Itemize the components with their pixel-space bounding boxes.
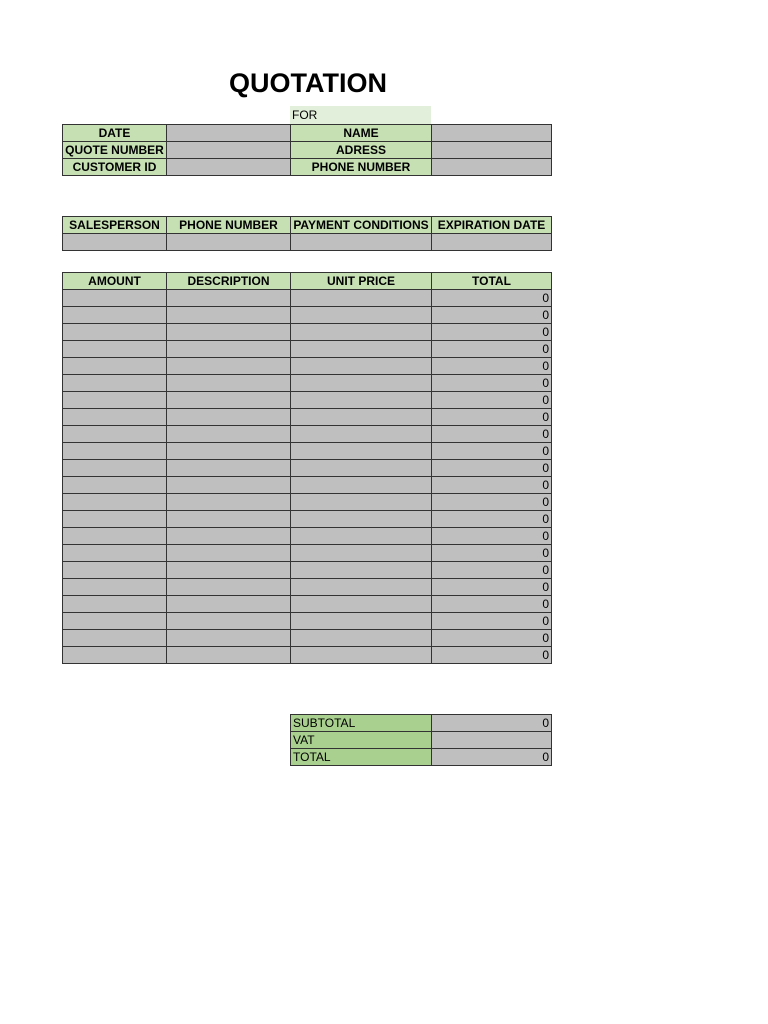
unit-price-cell[interactable]: [291, 596, 432, 613]
description-cell[interactable]: [167, 409, 291, 426]
amount-cell[interactable]: [63, 647, 167, 664]
description-cell[interactable]: [167, 375, 291, 392]
name-field[interactable]: [432, 125, 552, 142]
quote-number-field[interactable]: [167, 142, 291, 159]
unit-price-cell[interactable]: [291, 494, 432, 511]
customer-id-field[interactable]: [167, 159, 291, 176]
unit-price-cell[interactable]: [291, 511, 432, 528]
description-cell[interactable]: [167, 647, 291, 664]
total-cell: 0: [432, 528, 552, 545]
unit-price-cell[interactable]: [291, 375, 432, 392]
quote-number-label: QUOTE NUMBER: [63, 142, 167, 159]
amount-cell[interactable]: [63, 477, 167, 494]
total-cell: 0: [432, 324, 552, 341]
totals-table: [290, 714, 552, 766]
date-label: DATE: [63, 125, 167, 142]
total-value: 0: [432, 749, 552, 766]
total-cell: 0: [432, 426, 552, 443]
amount-cell[interactable]: [63, 579, 167, 596]
customer-info-table: [62, 124, 552, 176]
total-cell: 0: [432, 392, 552, 409]
table-row: [63, 579, 552, 596]
phone-number-field[interactable]: [432, 159, 552, 176]
total-cell: 0: [432, 358, 552, 375]
amount-cell[interactable]: [63, 358, 167, 375]
date-field[interactable]: [167, 125, 291, 142]
total-cell: 0: [432, 290, 552, 307]
total-cell: 0: [432, 511, 552, 528]
unit-price-cell[interactable]: [291, 341, 432, 358]
unit-price-cell[interactable]: [291, 477, 432, 494]
subtotal-value: 0: [432, 715, 552, 732]
description-cell[interactable]: [167, 630, 291, 647]
table-row: [63, 477, 552, 494]
table-row: [63, 341, 552, 358]
unit-price-cell[interactable]: [291, 392, 432, 409]
vat-label: VAT: [291, 732, 432, 749]
customer-id-label: CUSTOMER ID: [63, 159, 167, 176]
description-cell[interactable]: [167, 579, 291, 596]
unit-price-header: UNIT PRICE: [291, 273, 432, 290]
description-cell[interactable]: [167, 613, 291, 630]
unit-price-cell[interactable]: [291, 579, 432, 596]
expiration-date-field[interactable]: [432, 234, 552, 251]
table-row: [63, 307, 552, 324]
total-cell: 0: [432, 579, 552, 596]
amount-cell[interactable]: [63, 613, 167, 630]
amount-cell[interactable]: [63, 460, 167, 477]
total-cell: 0: [432, 613, 552, 630]
total-cell: 0: [432, 545, 552, 562]
description-cell[interactable]: [167, 511, 291, 528]
total-cell: 0: [432, 443, 552, 460]
table-row: [63, 647, 552, 664]
total-cell: 0: [432, 307, 552, 324]
page-title: QUOTATION: [229, 68, 387, 98]
payment-conditions-field[interactable]: [291, 234, 432, 251]
salesperson-field[interactable]: [63, 234, 167, 251]
unit-price-cell[interactable]: [291, 324, 432, 341]
unit-price-cell[interactable]: [291, 647, 432, 664]
total-header: TOTAL: [432, 273, 552, 290]
total-cell: 0: [432, 341, 552, 358]
name-label: NAME: [291, 125, 432, 142]
table-row: [63, 375, 552, 392]
amount-cell[interactable]: [63, 528, 167, 545]
amount-cell[interactable]: [63, 375, 167, 392]
vat-value[interactable]: [432, 732, 552, 749]
table-row: [63, 392, 552, 409]
total-cell: 0: [432, 409, 552, 426]
description-cell[interactable]: [167, 562, 291, 579]
amount-cell[interactable]: [63, 409, 167, 426]
unit-price-cell[interactable]: [291, 426, 432, 443]
table-row: [63, 545, 552, 562]
amount-cell[interactable]: [63, 307, 167, 324]
unit-price-cell[interactable]: [291, 358, 432, 375]
total-cell: 0: [432, 477, 552, 494]
amount-cell[interactable]: [63, 562, 167, 579]
unit-price-cell[interactable]: [291, 409, 432, 426]
total-cell: 0: [432, 647, 552, 664]
total-cell: 0: [432, 494, 552, 511]
unit-price-cell[interactable]: [291, 545, 432, 562]
subtotal-label: SUBTOTAL: [291, 715, 432, 732]
address-label: ADRESS: [291, 142, 432, 159]
description-cell[interactable]: [167, 545, 291, 562]
unit-price-cell[interactable]: [291, 443, 432, 460]
description-cell[interactable]: [167, 596, 291, 613]
payment-conditions-header: PAYMENT CONDITIONS: [291, 217, 432, 234]
expiration-date-header: EXPIRATION DATE: [432, 217, 552, 234]
unit-price-cell[interactable]: [291, 528, 432, 545]
description-cell[interactable]: [167, 341, 291, 358]
description-cell[interactable]: [167, 443, 291, 460]
total-cell: 0: [432, 562, 552, 579]
amount-cell[interactable]: [63, 630, 167, 647]
amount-cell[interactable]: [63, 494, 167, 511]
description-cell[interactable]: [167, 290, 291, 307]
amount-cell[interactable]: [63, 596, 167, 613]
amount-cell[interactable]: [63, 324, 167, 341]
line-items-table: [62, 272, 552, 664]
table-row: [63, 426, 552, 443]
total-cell: 0: [432, 375, 552, 392]
amount-cell[interactable]: [63, 443, 167, 460]
total-cell: 0: [432, 630, 552, 647]
amount-header: AMOUNT: [63, 273, 167, 290]
sales-phone-field[interactable]: [167, 234, 291, 251]
sales-phone-header: PHONE NUMBER: [167, 217, 291, 234]
table-row: [63, 409, 552, 426]
total-cell: 0: [432, 596, 552, 613]
description-cell[interactable]: [167, 358, 291, 375]
amount-cell[interactable]: [63, 545, 167, 562]
description-header: DESCRIPTION: [167, 273, 291, 290]
salesperson-header: SALESPERSON: [63, 217, 167, 234]
unit-price-cell[interactable]: [291, 290, 432, 307]
table-row: [63, 528, 552, 545]
table-row: [63, 494, 552, 511]
table-row: [63, 324, 552, 341]
description-cell[interactable]: [167, 494, 291, 511]
table-row: [63, 596, 552, 613]
unit-price-cell[interactable]: [291, 613, 432, 630]
unit-price-cell[interactable]: [291, 307, 432, 324]
sales-info-table: [62, 216, 552, 251]
table-row: [63, 290, 552, 307]
amount-cell[interactable]: [63, 511, 167, 528]
table-row: [63, 443, 552, 460]
amount-cell[interactable]: [63, 426, 167, 443]
total-cell: 0: [432, 460, 552, 477]
unit-price-cell[interactable]: [291, 630, 432, 647]
for-label: FOR: [290, 106, 431, 124]
description-cell[interactable]: [167, 528, 291, 545]
amount-cell[interactable]: [63, 341, 167, 358]
description-cell[interactable]: [167, 460, 291, 477]
description-cell[interactable]: [167, 307, 291, 324]
table-row: [63, 613, 552, 630]
phone-number-label: PHONE NUMBER: [291, 159, 432, 176]
table-row: [63, 511, 552, 528]
table-row: [63, 358, 552, 375]
table-row: [63, 630, 552, 647]
description-cell[interactable]: [167, 477, 291, 494]
unit-price-cell[interactable]: [291, 562, 432, 579]
description-cell[interactable]: [167, 324, 291, 341]
amount-cell[interactable]: [63, 392, 167, 409]
table-row: [63, 460, 552, 477]
address-field[interactable]: [432, 142, 552, 159]
description-cell[interactable]: [167, 392, 291, 409]
total-label: TOTAL: [291, 749, 432, 766]
description-cell[interactable]: [167, 426, 291, 443]
table-row: [63, 562, 552, 579]
unit-price-cell[interactable]: [291, 460, 432, 477]
amount-cell[interactable]: [63, 290, 167, 307]
